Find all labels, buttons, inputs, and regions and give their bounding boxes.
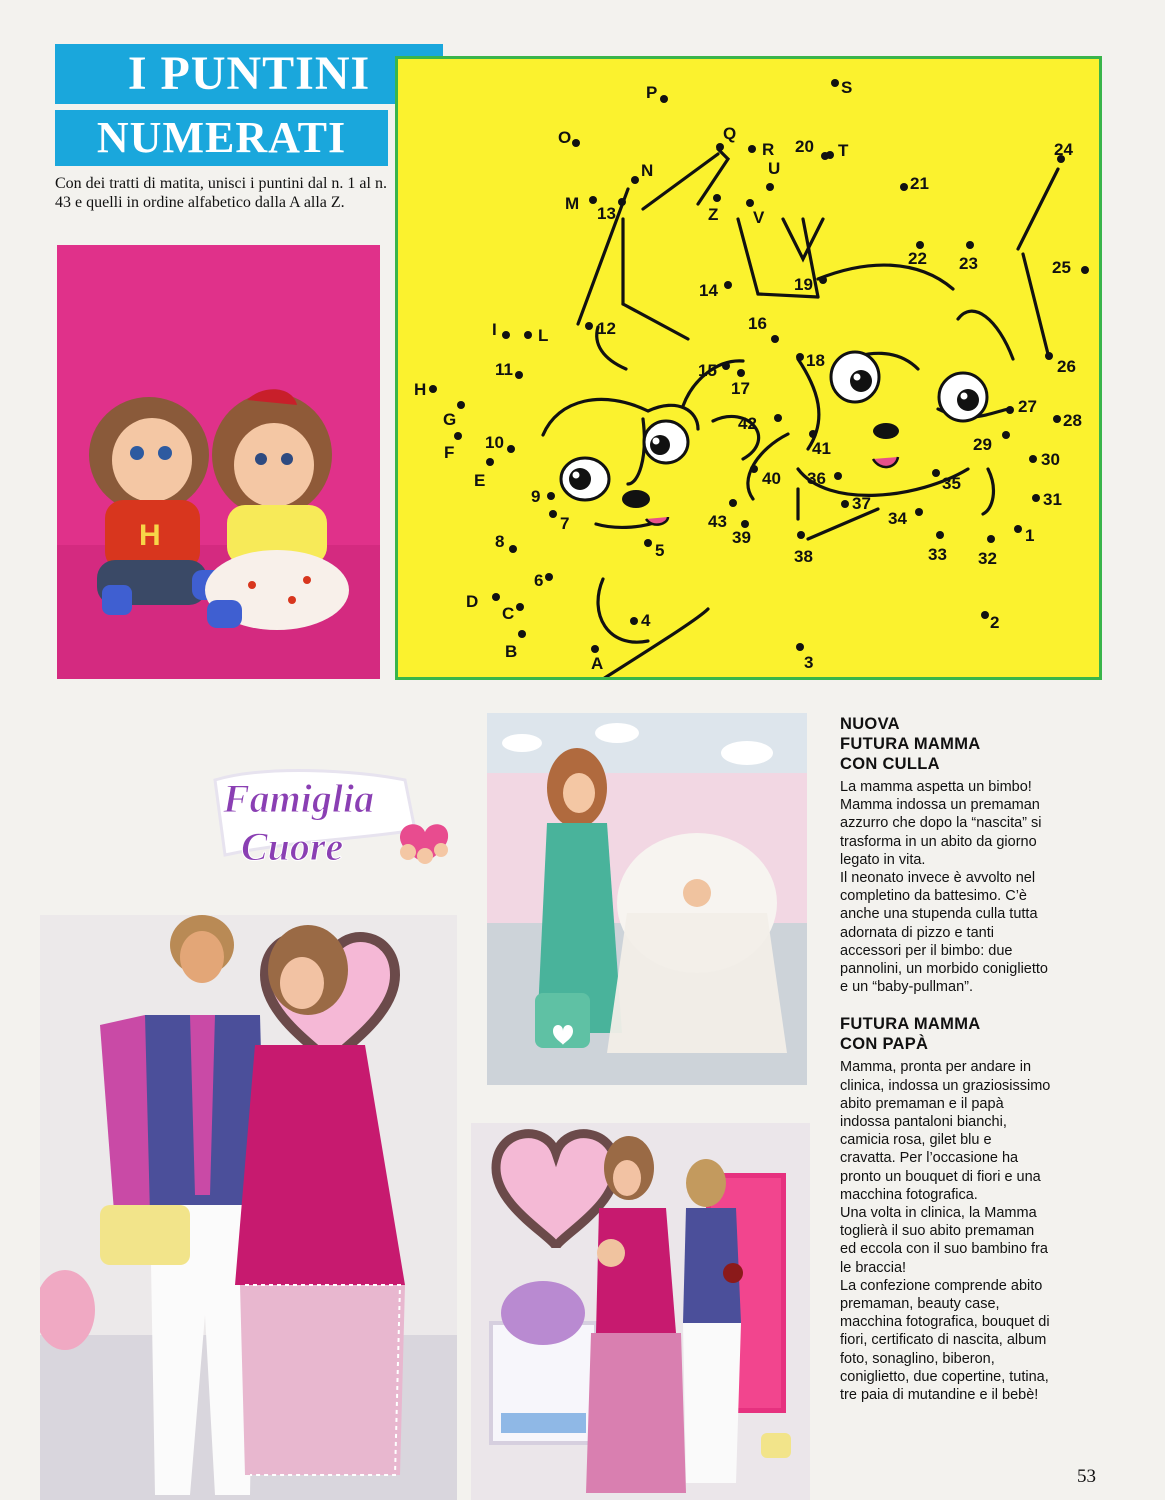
product1-body bbox=[840, 778, 1130, 996]
product1-line: adornata di pizzo e tanti bbox=[840, 924, 994, 941]
dot-L bbox=[524, 331, 532, 339]
dot-3 bbox=[796, 643, 804, 651]
product1-line: accessori per il bimbo: due bbox=[840, 942, 1013, 959]
dot-label-15: 15 bbox=[698, 361, 717, 380]
dot-label-43: 43 bbox=[708, 512, 727, 531]
title-banner-line2 bbox=[55, 110, 388, 166]
dot-label-16: 16 bbox=[748, 314, 767, 333]
product2-body bbox=[840, 1058, 1130, 1404]
dot-label-L: L bbox=[538, 326, 549, 345]
product-descriptions bbox=[840, 714, 1130, 1404]
dot-V bbox=[746, 199, 754, 207]
dot-8 bbox=[509, 545, 517, 553]
dot-label-Z: Z bbox=[708, 205, 719, 224]
dot-label-21: 21 bbox=[910, 174, 929, 193]
dot-11 bbox=[515, 371, 523, 379]
dot-label-17: 17 bbox=[731, 379, 750, 398]
dot-label-20: 20 bbox=[795, 137, 814, 156]
dot-4 bbox=[630, 617, 638, 625]
product2-line: cravatta. Per l’occasione ha bbox=[840, 1150, 1019, 1167]
dot-label-24: 24 bbox=[1054, 140, 1073, 159]
dot-label-31: 31 bbox=[1043, 490, 1062, 509]
dot-label-10: 10 bbox=[485, 433, 504, 452]
product2-line: Una volta in clinica, la Mamma bbox=[840, 1205, 1037, 1222]
dot-label-26: 26 bbox=[1057, 357, 1076, 376]
dot-P bbox=[660, 95, 668, 103]
dot-label-19: 19 bbox=[794, 275, 813, 294]
dot-6 bbox=[545, 573, 553, 581]
dot-label-A: A bbox=[591, 654, 604, 673]
dot-29 bbox=[1002, 431, 1010, 439]
dot-12 bbox=[585, 322, 593, 330]
dot-40 bbox=[750, 465, 758, 473]
dot-G bbox=[457, 401, 465, 409]
dot-label-35: 35 bbox=[942, 474, 961, 493]
dot-label-42: 42 bbox=[738, 414, 757, 433]
dot-28 bbox=[1053, 415, 1061, 423]
dot-label-C: C bbox=[502, 604, 515, 623]
product2-line: foto, sonaglino, biberon, bbox=[840, 1350, 995, 1367]
photo-baby-dolls-art bbox=[57, 245, 380, 679]
product1-line: azzurro che dopo la “nascita” si bbox=[840, 815, 1042, 832]
dot-label-P: P bbox=[646, 83, 658, 102]
product2-line: abito premaman e il papà bbox=[840, 1095, 1004, 1112]
title-line1: I PUNTINI bbox=[127, 47, 371, 100]
dot-puzzle-drawing bbox=[398, 59, 1099, 677]
logo-line1: Famiglia bbox=[223, 776, 375, 821]
product1-line: e un “baby-pullman”. bbox=[840, 979, 973, 996]
dot-13 bbox=[618, 198, 626, 206]
dot-31 bbox=[1032, 494, 1040, 502]
product2-line: Mamma, pronta per andare in bbox=[840, 1059, 1032, 1076]
photo-mother-with-crib bbox=[487, 713, 807, 1085]
dot-M bbox=[589, 196, 597, 204]
dot-25 bbox=[1081, 266, 1089, 274]
dot-label-27: 27 bbox=[1018, 397, 1037, 416]
dot-label-40: 40 bbox=[762, 469, 781, 488]
dot-37 bbox=[841, 500, 849, 508]
product2-heading bbox=[840, 1014, 1130, 1054]
dot-2 bbox=[981, 611, 989, 619]
product1-line: legato in vita. bbox=[840, 851, 926, 868]
dot-label-2: 2 bbox=[990, 613, 1000, 632]
logo-line2: Cuore bbox=[241, 824, 344, 869]
dot-label-5: 5 bbox=[655, 541, 665, 560]
product2-line: indossa pantaloni bianchi, bbox=[840, 1114, 1007, 1131]
product2-line: le braccia! bbox=[840, 1259, 907, 1276]
dot-A bbox=[591, 645, 599, 653]
dot-label-B: B bbox=[505, 642, 518, 661]
dot-R bbox=[748, 145, 756, 153]
dot-label-11: 11 bbox=[495, 360, 513, 379]
product2-line: La confezione comprende abito bbox=[840, 1277, 1043, 1294]
product1-heading bbox=[840, 714, 1130, 774]
dot-9 bbox=[547, 492, 555, 500]
dot-label-4: 4 bbox=[641, 611, 651, 630]
dot-label-F: F bbox=[444, 443, 455, 462]
dot-label-33: 33 bbox=[928, 545, 947, 564]
dot-14 bbox=[724, 281, 732, 289]
famiglia-cuore-logo bbox=[205, 760, 453, 880]
product1-heading-line: FUTURA MAMMA bbox=[840, 735, 981, 753]
product2-line: ed eccola con il suo bambino fra bbox=[840, 1241, 1048, 1258]
photo-family-with-baby bbox=[471, 1123, 810, 1500]
dot-label-8: 8 bbox=[495, 532, 505, 551]
product1-line: anche una stupenda culla tutta bbox=[840, 906, 1038, 923]
dot-S bbox=[831, 79, 839, 87]
dot-label-38: 38 bbox=[794, 547, 813, 566]
dot-label-E: E bbox=[474, 471, 486, 490]
product2-line: macchina fotografica. bbox=[840, 1186, 978, 1203]
dot-30 bbox=[1029, 455, 1037, 463]
dot-21 bbox=[900, 183, 908, 191]
photo-mother-and-father-art bbox=[40, 915, 457, 1500]
product1-line: Mamma indossa un premaman bbox=[840, 797, 1040, 814]
product1-line: La mamma aspetta un bimbo! bbox=[840, 779, 1032, 795]
product2-heading-line: CON PAPÀ bbox=[840, 1035, 929, 1054]
dot-label-30: 30 bbox=[1041, 450, 1060, 469]
dot-17 bbox=[737, 369, 745, 377]
dot-32 bbox=[987, 535, 995, 543]
product2-line: fiori, certificato di nascita, album bbox=[840, 1332, 1047, 1349]
logo-art bbox=[205, 760, 453, 880]
dot-label-H: H bbox=[414, 380, 427, 399]
dot-label-7: 7 bbox=[560, 514, 570, 533]
dot-43 bbox=[729, 499, 737, 507]
dot-Z bbox=[713, 194, 721, 202]
dot-label-O: O bbox=[558, 128, 572, 147]
dot-B bbox=[518, 630, 526, 638]
dot-label-R: R bbox=[762, 140, 775, 159]
product1-line: trasforma in un abito da giorno bbox=[840, 833, 1037, 850]
dot-19 bbox=[819, 276, 827, 284]
dot-27 bbox=[1006, 406, 1014, 414]
dot-16 bbox=[771, 335, 779, 343]
product1-line: completino da battesimo. C’è bbox=[840, 888, 1027, 905]
right-cat-face bbox=[831, 352, 987, 467]
dot-label-D: D bbox=[466, 592, 479, 611]
product1-heading-line: CON CULLA bbox=[840, 755, 940, 773]
product2-line: macchina fotografica, bouquet di bbox=[840, 1314, 1050, 1331]
title-line2: NUMERATI bbox=[96, 113, 347, 162]
dot-label-41: 41 bbox=[812, 439, 831, 458]
product1-line: pannolini, un morbido coniglietto bbox=[840, 961, 1048, 978]
dot-label-V: V bbox=[753, 208, 765, 227]
dot-label-14: 14 bbox=[699, 281, 718, 300]
dot-5 bbox=[644, 539, 652, 547]
photo-family-with-baby-art bbox=[471, 1123, 810, 1500]
dot-label-I: I bbox=[492, 320, 497, 339]
dot-33 bbox=[936, 531, 944, 539]
dot-15 bbox=[722, 362, 730, 370]
dot-E bbox=[486, 458, 494, 466]
product1-heading-line: NUOVA bbox=[840, 715, 900, 733]
dot-T bbox=[826, 151, 834, 159]
dot-label-6: 6 bbox=[534, 571, 544, 590]
dot-U bbox=[766, 183, 774, 191]
product2-heading-line: FUTURA MAMMA bbox=[840, 1015, 981, 1034]
dot-label-N: N bbox=[641, 161, 654, 180]
dot-label-28: 28 bbox=[1063, 411, 1082, 430]
dot-42 bbox=[774, 414, 782, 422]
dot-label-T: T bbox=[838, 141, 849, 160]
dot-23 bbox=[966, 241, 974, 249]
dot-label-3: 3 bbox=[804, 653, 814, 672]
photo-baby-dolls bbox=[57, 245, 380, 679]
dot-O bbox=[572, 139, 580, 147]
dot-label-37: 37 bbox=[852, 494, 871, 513]
product1-line: Il neonato invece è avvolto nel bbox=[840, 870, 1036, 887]
dot-D bbox=[492, 593, 500, 601]
dot-label-U: U bbox=[768, 159, 781, 178]
dot-label-18: 18 bbox=[806, 351, 825, 370]
dot-34 bbox=[915, 508, 923, 516]
left-cat-face bbox=[561, 421, 688, 525]
dot-label-25: 25 bbox=[1052, 258, 1071, 277]
photo-mother-and-father bbox=[40, 915, 457, 1500]
dot-label-9: 9 bbox=[531, 487, 541, 506]
dot-label-G: G bbox=[443, 410, 457, 429]
dot-I bbox=[502, 331, 510, 339]
dot-26 bbox=[1045, 352, 1053, 360]
dot-label-29: 29 bbox=[973, 435, 992, 454]
product2-line: premaman, beauty case, bbox=[840, 1296, 1000, 1313]
dot-label-Q: Q bbox=[723, 124, 737, 143]
product2-line: camicia rosa, gilet blu e bbox=[840, 1132, 992, 1149]
dot-10 bbox=[507, 445, 515, 453]
dot-1 bbox=[1014, 525, 1022, 533]
product2-line: pronto un bouquet di fiori e una bbox=[840, 1168, 1041, 1185]
dot-22 bbox=[916, 241, 924, 249]
dot-label-1: 1 bbox=[1025, 526, 1035, 545]
dot-Q bbox=[716, 143, 724, 151]
dot-39 bbox=[741, 520, 749, 528]
dot-label-M: M bbox=[565, 194, 580, 213]
dot-35 bbox=[932, 469, 940, 477]
dot-label-13: 13 bbox=[597, 204, 616, 223]
product2-line: toglierà il suo abito premaman bbox=[840, 1223, 1035, 1240]
dot-C bbox=[516, 603, 524, 611]
dot-label-34: 34 bbox=[888, 509, 907, 528]
dot-label-39: 39 bbox=[732, 528, 751, 547]
dot-N bbox=[631, 176, 639, 184]
page-number: 53 bbox=[1077, 1466, 1096, 1487]
dot-F bbox=[454, 432, 462, 440]
dot-label-S: S bbox=[841, 78, 853, 97]
title-banner-line1 bbox=[55, 44, 443, 104]
dot-7 bbox=[549, 510, 557, 518]
svg-text:H: H bbox=[139, 519, 161, 552]
instructions-text: Con dei tratti di matita, unisci i puntini dal n. 1 al n. 43 e quelli in ordine alfabetico dalla A alla Z. bbox=[55, 175, 387, 211]
dot-label-23: 23 bbox=[959, 254, 978, 273]
dot-label-36: 36 bbox=[807, 469, 826, 488]
dot-36 bbox=[834, 472, 842, 480]
photo-mother-with-crib-art bbox=[487, 713, 807, 1085]
dot-label-22: 22 bbox=[908, 249, 927, 268]
product2-line: tre paia di mutandine e il bebè! bbox=[840, 1387, 1039, 1404]
dot-label-32: 32 bbox=[978, 549, 997, 568]
dot-38 bbox=[797, 531, 805, 539]
dot-label-12: 12 bbox=[597, 319, 616, 338]
dot-18 bbox=[796, 353, 804, 361]
dot-H bbox=[429, 385, 437, 393]
product2-line: coniglietto, due copertine, tutina, bbox=[840, 1368, 1049, 1385]
dot-41 bbox=[809, 430, 817, 438]
product2-line: clinica, indossa un graziosissimo bbox=[840, 1077, 1051, 1094]
dot-puzzle-panel bbox=[395, 56, 1102, 680]
